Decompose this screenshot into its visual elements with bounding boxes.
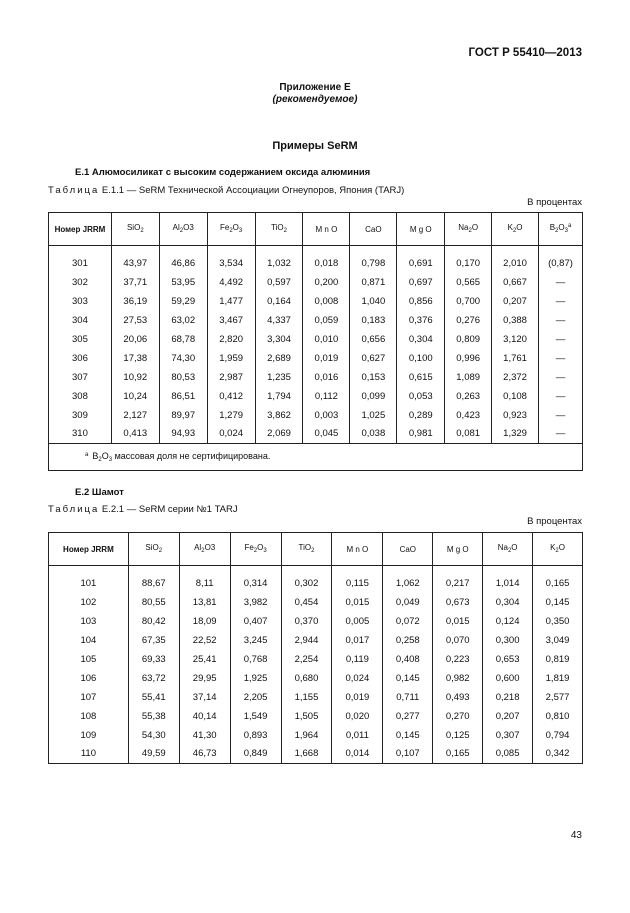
table-cell: 1,155	[281, 688, 332, 707]
table1-footnote	[49, 444, 583, 471]
table-cell: 0,302	[281, 566, 332, 593]
table-cell: 0,667	[492, 273, 539, 292]
column-header: SiO$_2$	[111, 213, 159, 246]
table-cell: 0,270	[433, 707, 483, 726]
table-cell: 0,014	[332, 745, 383, 764]
table-cell: 0,289	[397, 406, 445, 425]
table1-caption-text: Е.1.1 — SeRM Технической Ассоциации Огнеупоров, Япония (TARJ)	[101, 185, 405, 196]
section1-heading: Е.1 Алюмосиликат с высоким содержанием оксида алюминия	[75, 167, 371, 178]
table-cell: 25,41	[179, 650, 230, 669]
table-row	[49, 631, 583, 650]
table-cell: 0,304	[483, 593, 533, 612]
table-cell: 0,454	[281, 593, 332, 612]
table-cell: 63,02	[159, 311, 207, 330]
table-cell: 0,119	[332, 650, 383, 669]
table-cell: 0,597	[255, 273, 303, 292]
table-cell: 0,307	[483, 726, 533, 745]
table-cell: 2,820	[207, 330, 255, 349]
table-cell: 110	[49, 745, 129, 764]
table-cell: 54,30	[128, 726, 179, 745]
table-row	[49, 612, 583, 631]
table-cell: 303	[49, 292, 112, 311]
table-cell: 109	[49, 726, 129, 745]
table-cell: 88,67	[128, 566, 179, 593]
table-cell: 0,070	[433, 631, 483, 650]
column-header: CaO	[350, 213, 397, 246]
table-cell: 63,72	[128, 669, 179, 688]
table-cell: 0,045	[303, 425, 350, 444]
table-cell: 0,413	[111, 425, 159, 444]
table-cell: 80,53	[159, 368, 207, 387]
column-header: TiO$_2$	[255, 213, 303, 246]
table-cell: 304	[49, 311, 112, 330]
table-cell: 3,982	[230, 593, 281, 612]
table-cell: 307	[49, 368, 112, 387]
table-cell: 0,258	[383, 631, 433, 650]
table-cell: 0,207	[492, 292, 539, 311]
table-cell: 0,871	[350, 273, 397, 292]
table-cell: 0,350	[533, 612, 583, 631]
table-row	[49, 688, 583, 707]
table-cell: 0,010	[303, 330, 350, 349]
table-cell: 40,14	[179, 707, 230, 726]
table-row	[49, 593, 583, 612]
table-cell: 2,689	[255, 349, 303, 368]
table-cell: 0,996	[445, 349, 492, 368]
table-cell: 27,53	[111, 311, 159, 330]
table-cell: 0,304	[397, 330, 445, 349]
table-cell: 1,925	[230, 669, 281, 688]
column-header: TiO$_2$	[281, 533, 332, 566]
table-cell: 0,423	[445, 406, 492, 425]
table-cell: 0,207	[483, 707, 533, 726]
column-header: M n O	[303, 213, 350, 246]
table-cell: 20,06	[111, 330, 159, 349]
table-cell: 0,107	[383, 745, 433, 764]
table-cell: 0,145	[533, 593, 583, 612]
table-cell: 3,120	[492, 330, 539, 349]
table-cell: 2,010	[492, 246, 539, 273]
table-cell: 4,337	[255, 311, 303, 330]
table-cell: 0,656	[350, 330, 397, 349]
table-cell: 0,388	[492, 311, 539, 330]
table-cell: 1,329	[492, 425, 539, 444]
table-cell: 94,93	[159, 425, 207, 444]
table-cell: 0,408	[383, 650, 433, 669]
table-cell: 3,049	[533, 631, 583, 650]
table-cell: 37,71	[111, 273, 159, 292]
column-header: $K_2O$	[492, 213, 539, 246]
table-row	[49, 707, 583, 726]
table-row	[49, 726, 583, 745]
table-cell: 0,124	[483, 612, 533, 631]
table-cell: 29,95	[179, 669, 230, 688]
column-header-number: Номер JRRM	[49, 533, 129, 566]
table-cell: 1,794	[255, 387, 303, 406]
table-cell: 0,276	[445, 311, 492, 330]
table2-caption-text: Е.2.1 — SeRM серии №1 TARJ	[101, 504, 238, 515]
table-cell: 55,38	[128, 707, 179, 726]
column-header: SiO$_2$	[128, 533, 179, 566]
table1-unit: В процентах	[527, 197, 582, 208]
table-cell: 2,254	[281, 650, 332, 669]
table-cell: 86,51	[159, 387, 207, 406]
table-cell: 49,59	[128, 745, 179, 764]
table-row	[49, 292, 583, 311]
table-cell: 0,100	[397, 349, 445, 368]
table-cell: 0,018	[303, 246, 350, 273]
table2-caption-prefix: Таблица	[48, 504, 100, 515]
table-cell: 0,615	[397, 368, 445, 387]
table-cell: 0,565	[445, 273, 492, 292]
table2-unit: В процентах	[527, 516, 582, 527]
table-cell: 10,24	[111, 387, 159, 406]
table-cell: 0,200	[303, 273, 350, 292]
section-title: Примеры SeRM	[272, 140, 358, 152]
column-header: M g O	[397, 213, 445, 246]
table-cell: 0,108	[492, 387, 539, 406]
table-cell: 0,017	[332, 631, 383, 650]
column-header: $Al_2O3$	[159, 213, 207, 246]
table-cell: 0,059	[303, 311, 350, 330]
table-cell: 1,279	[207, 406, 255, 425]
table-cell: 0,680	[281, 669, 332, 688]
table-row	[49, 669, 583, 688]
table-cell: 0,099	[350, 387, 397, 406]
table-cell: 69,33	[128, 650, 179, 669]
table-cell: 105	[49, 650, 129, 669]
table1-caption-prefix: Таблица	[48, 185, 100, 196]
table-cell: 0,493	[433, 688, 483, 707]
page-number: 43	[570, 830, 582, 841]
table-cell: 306	[49, 349, 112, 368]
table-cell: 0,691	[397, 246, 445, 273]
table-cell: 103	[49, 612, 129, 631]
table-cell: 10,92	[111, 368, 159, 387]
table-cell: 0,115	[332, 566, 383, 593]
table-row	[49, 330, 583, 349]
table-cell: 0,145	[383, 669, 433, 688]
table1-caption	[48, 185, 404, 196]
table-cell: 0,982	[433, 669, 483, 688]
table-cell: 0,300	[483, 631, 533, 650]
table-cell: 0,218	[483, 688, 533, 707]
table-cell: 0,407	[230, 612, 281, 631]
table-cell: 0,217	[433, 566, 483, 593]
appendix-title: Приложение Е	[279, 82, 351, 93]
table-cell: 3,862	[255, 406, 303, 425]
table-e-1-1	[48, 212, 583, 471]
table-cell: 53,95	[159, 273, 207, 292]
column-header: $Na_2O$	[483, 533, 533, 566]
table-cell: 0,015	[433, 612, 483, 631]
table-cell: 302	[49, 273, 112, 292]
table-row	[49, 368, 583, 387]
column-header: $Al_2O3$	[179, 533, 230, 566]
table-cell: —	[539, 330, 583, 349]
table-cell: 0,165	[533, 566, 583, 593]
table-cell: 1,549	[230, 707, 281, 726]
table-cell: 18,09	[179, 612, 230, 631]
table-cell: 0,849	[230, 745, 281, 764]
table-cell: 0,183	[350, 311, 397, 330]
table-cell: 0,809	[445, 330, 492, 349]
table-row	[49, 387, 583, 406]
table-cell: 3,467	[207, 311, 255, 330]
table-cell: 55,41	[128, 688, 179, 707]
table-cell: 2,127	[111, 406, 159, 425]
table-cell: 0,798	[350, 246, 397, 273]
table-e-2-1	[48, 532, 583, 764]
table-cell: 309	[49, 406, 112, 425]
table-cell: 8,11	[179, 566, 230, 593]
table-cell: 3,534	[207, 246, 255, 273]
column-header: $Fe_2O_3$	[207, 213, 255, 246]
table-cell: 0,697	[397, 273, 445, 292]
table-cell: 68,78	[159, 330, 207, 349]
table-cell: 1,089	[445, 368, 492, 387]
table-cell: 1,964	[281, 726, 332, 745]
table-cell: 0,016	[303, 368, 350, 387]
table-cell: 0,768	[230, 650, 281, 669]
table-cell: 1,668	[281, 745, 332, 764]
footnote-mark: а	[85, 452, 89, 458]
table-cell: —	[539, 387, 583, 406]
table-cell: 0,053	[397, 387, 445, 406]
table-cell: —	[539, 425, 583, 444]
table-cell: 0,049	[383, 593, 433, 612]
table-cell: 1,025	[350, 406, 397, 425]
table-cell: 3,245	[230, 631, 281, 650]
table-cell: 1,505	[281, 707, 332, 726]
table-cell: 0,112	[303, 387, 350, 406]
table-cell: 0,008	[303, 292, 350, 311]
table-row	[49, 349, 583, 368]
table-cell: 106	[49, 669, 129, 688]
table-cell: 0,794	[533, 726, 583, 745]
table-cell: 0,145	[383, 726, 433, 745]
table-row	[49, 745, 583, 764]
table-cell: 0,011	[332, 726, 383, 745]
table-row	[49, 311, 583, 330]
table-cell: 67,35	[128, 631, 179, 650]
table-cell: 0,170	[445, 246, 492, 273]
table-cell: 0,342	[533, 745, 583, 764]
table-cell: 0,673	[433, 593, 483, 612]
table-cell: 2,372	[492, 368, 539, 387]
table-cell: 43,97	[111, 246, 159, 273]
table-cell: —	[539, 368, 583, 387]
table-cell: 0,038	[350, 425, 397, 444]
table-cell: 1,235	[255, 368, 303, 387]
table-cell: 2,205	[230, 688, 281, 707]
table-cell: 0,376	[397, 311, 445, 330]
standard-number: ГОСТ Р 55410—2013	[468, 47, 582, 59]
table-cell: —	[539, 406, 583, 425]
table-cell: 36,19	[111, 292, 159, 311]
table-cell: 0,893	[230, 726, 281, 745]
table-cell: 0,223	[433, 650, 483, 669]
appendix-subtitle: (рекомендуемое)	[272, 94, 358, 105]
table-cell: 0,600	[483, 669, 533, 688]
footnote-text: $B_2O_3$ массовая доля не сертифицирована.	[92, 451, 271, 463]
table-row	[49, 406, 583, 425]
table-cell: 80,42	[128, 612, 179, 631]
table-cell: 0,024	[207, 425, 255, 444]
table-cell: 1,959	[207, 349, 255, 368]
table-cell: 308	[49, 387, 112, 406]
table-cell: 107	[49, 688, 129, 707]
table-row	[49, 650, 583, 669]
table-cell: 104	[49, 631, 129, 650]
table-cell: 4,492	[207, 273, 255, 292]
column-header: $Na_2O$	[445, 213, 492, 246]
table-cell: 1,819	[533, 669, 583, 688]
table-cell: 0,081	[445, 425, 492, 444]
column-header: $K_2O$	[533, 533, 583, 566]
table-cell: 305	[49, 330, 112, 349]
table-row	[49, 425, 583, 444]
table-cell: 0,085	[483, 745, 533, 764]
table-cell: —	[539, 349, 583, 368]
table-cell: 0,314	[230, 566, 281, 593]
table-row	[49, 246, 583, 273]
table-cell: 102	[49, 593, 129, 612]
table-cell: 46,86	[159, 246, 207, 273]
table-cell: 0,981	[397, 425, 445, 444]
table-cell: 0,019	[332, 688, 383, 707]
column-header-number: Номер JRRM	[49, 213, 112, 246]
table-cell: 59,29	[159, 292, 207, 311]
table-cell: —	[539, 311, 583, 330]
table-cell: 0,277	[383, 707, 433, 726]
table-cell: 1,040	[350, 292, 397, 311]
table-cell: 37,14	[179, 688, 230, 707]
table-cell: 0,856	[397, 292, 445, 311]
section2-heading: Е.2 Шамот	[75, 487, 124, 498]
table-cell: —	[539, 292, 583, 311]
table-cell: 0,412	[207, 387, 255, 406]
table-cell: 0,020	[332, 707, 383, 726]
table-cell: 1,477	[207, 292, 255, 311]
table-cell: 0,003	[303, 406, 350, 425]
table-cell: 1,062	[383, 566, 433, 593]
table-cell: 1,761	[492, 349, 539, 368]
table-cell: 0,153	[350, 368, 397, 387]
table-cell: 2,987	[207, 368, 255, 387]
table-cell: 80,55	[128, 593, 179, 612]
table-cell: 2,069	[255, 425, 303, 444]
table-cell: 0,125	[433, 726, 483, 745]
table-row	[49, 566, 583, 593]
table-cell: 0,819	[533, 650, 583, 669]
table-cell: 310	[49, 425, 112, 444]
table-cell: 101	[49, 566, 129, 593]
table-cell: 0,263	[445, 387, 492, 406]
table-cell: 0,164	[255, 292, 303, 311]
table-cell: 0,711	[383, 688, 433, 707]
column-header: $B_2O_3^a$	[539, 213, 583, 246]
column-header: $Fe_2O_3$	[230, 533, 281, 566]
table-cell: 0,923	[492, 406, 539, 425]
table-cell: 1,032	[255, 246, 303, 273]
table-cell: 0,005	[332, 612, 383, 631]
table-cell: 0,019	[303, 349, 350, 368]
table-cell: 41,30	[179, 726, 230, 745]
table-cell: 0,024	[332, 669, 383, 688]
table2-caption	[48, 504, 238, 515]
table-cell: 74,30	[159, 349, 207, 368]
table-cell: 3,304	[255, 330, 303, 349]
table-cell: 0,653	[483, 650, 533, 669]
table-cell: 46,73	[179, 745, 230, 764]
table-cell: 17,38	[111, 349, 159, 368]
table-cell: (0,87)	[539, 246, 583, 273]
table-cell: 301	[49, 246, 112, 273]
column-header: M g O	[433, 533, 483, 566]
table-cell: —	[539, 273, 583, 292]
column-header: CaO	[383, 533, 433, 566]
table-cell: 0,810	[533, 707, 583, 726]
table-cell: 0,627	[350, 349, 397, 368]
table-cell: 0,015	[332, 593, 383, 612]
table-row	[49, 273, 583, 292]
table-cell: 0,370	[281, 612, 332, 631]
table-cell: 2,577	[533, 688, 583, 707]
table-cell: 0,165	[433, 745, 483, 764]
table-cell: 89,97	[159, 406, 207, 425]
table-cell: 1,014	[483, 566, 533, 593]
table-cell: 0,072	[383, 612, 433, 631]
table-cell: 13,81	[179, 593, 230, 612]
table-cell: 108	[49, 707, 129, 726]
table-cell: 2,944	[281, 631, 332, 650]
table-cell: 22,52	[179, 631, 230, 650]
column-header: M n O	[332, 533, 383, 566]
table-cell: 0,700	[445, 292, 492, 311]
